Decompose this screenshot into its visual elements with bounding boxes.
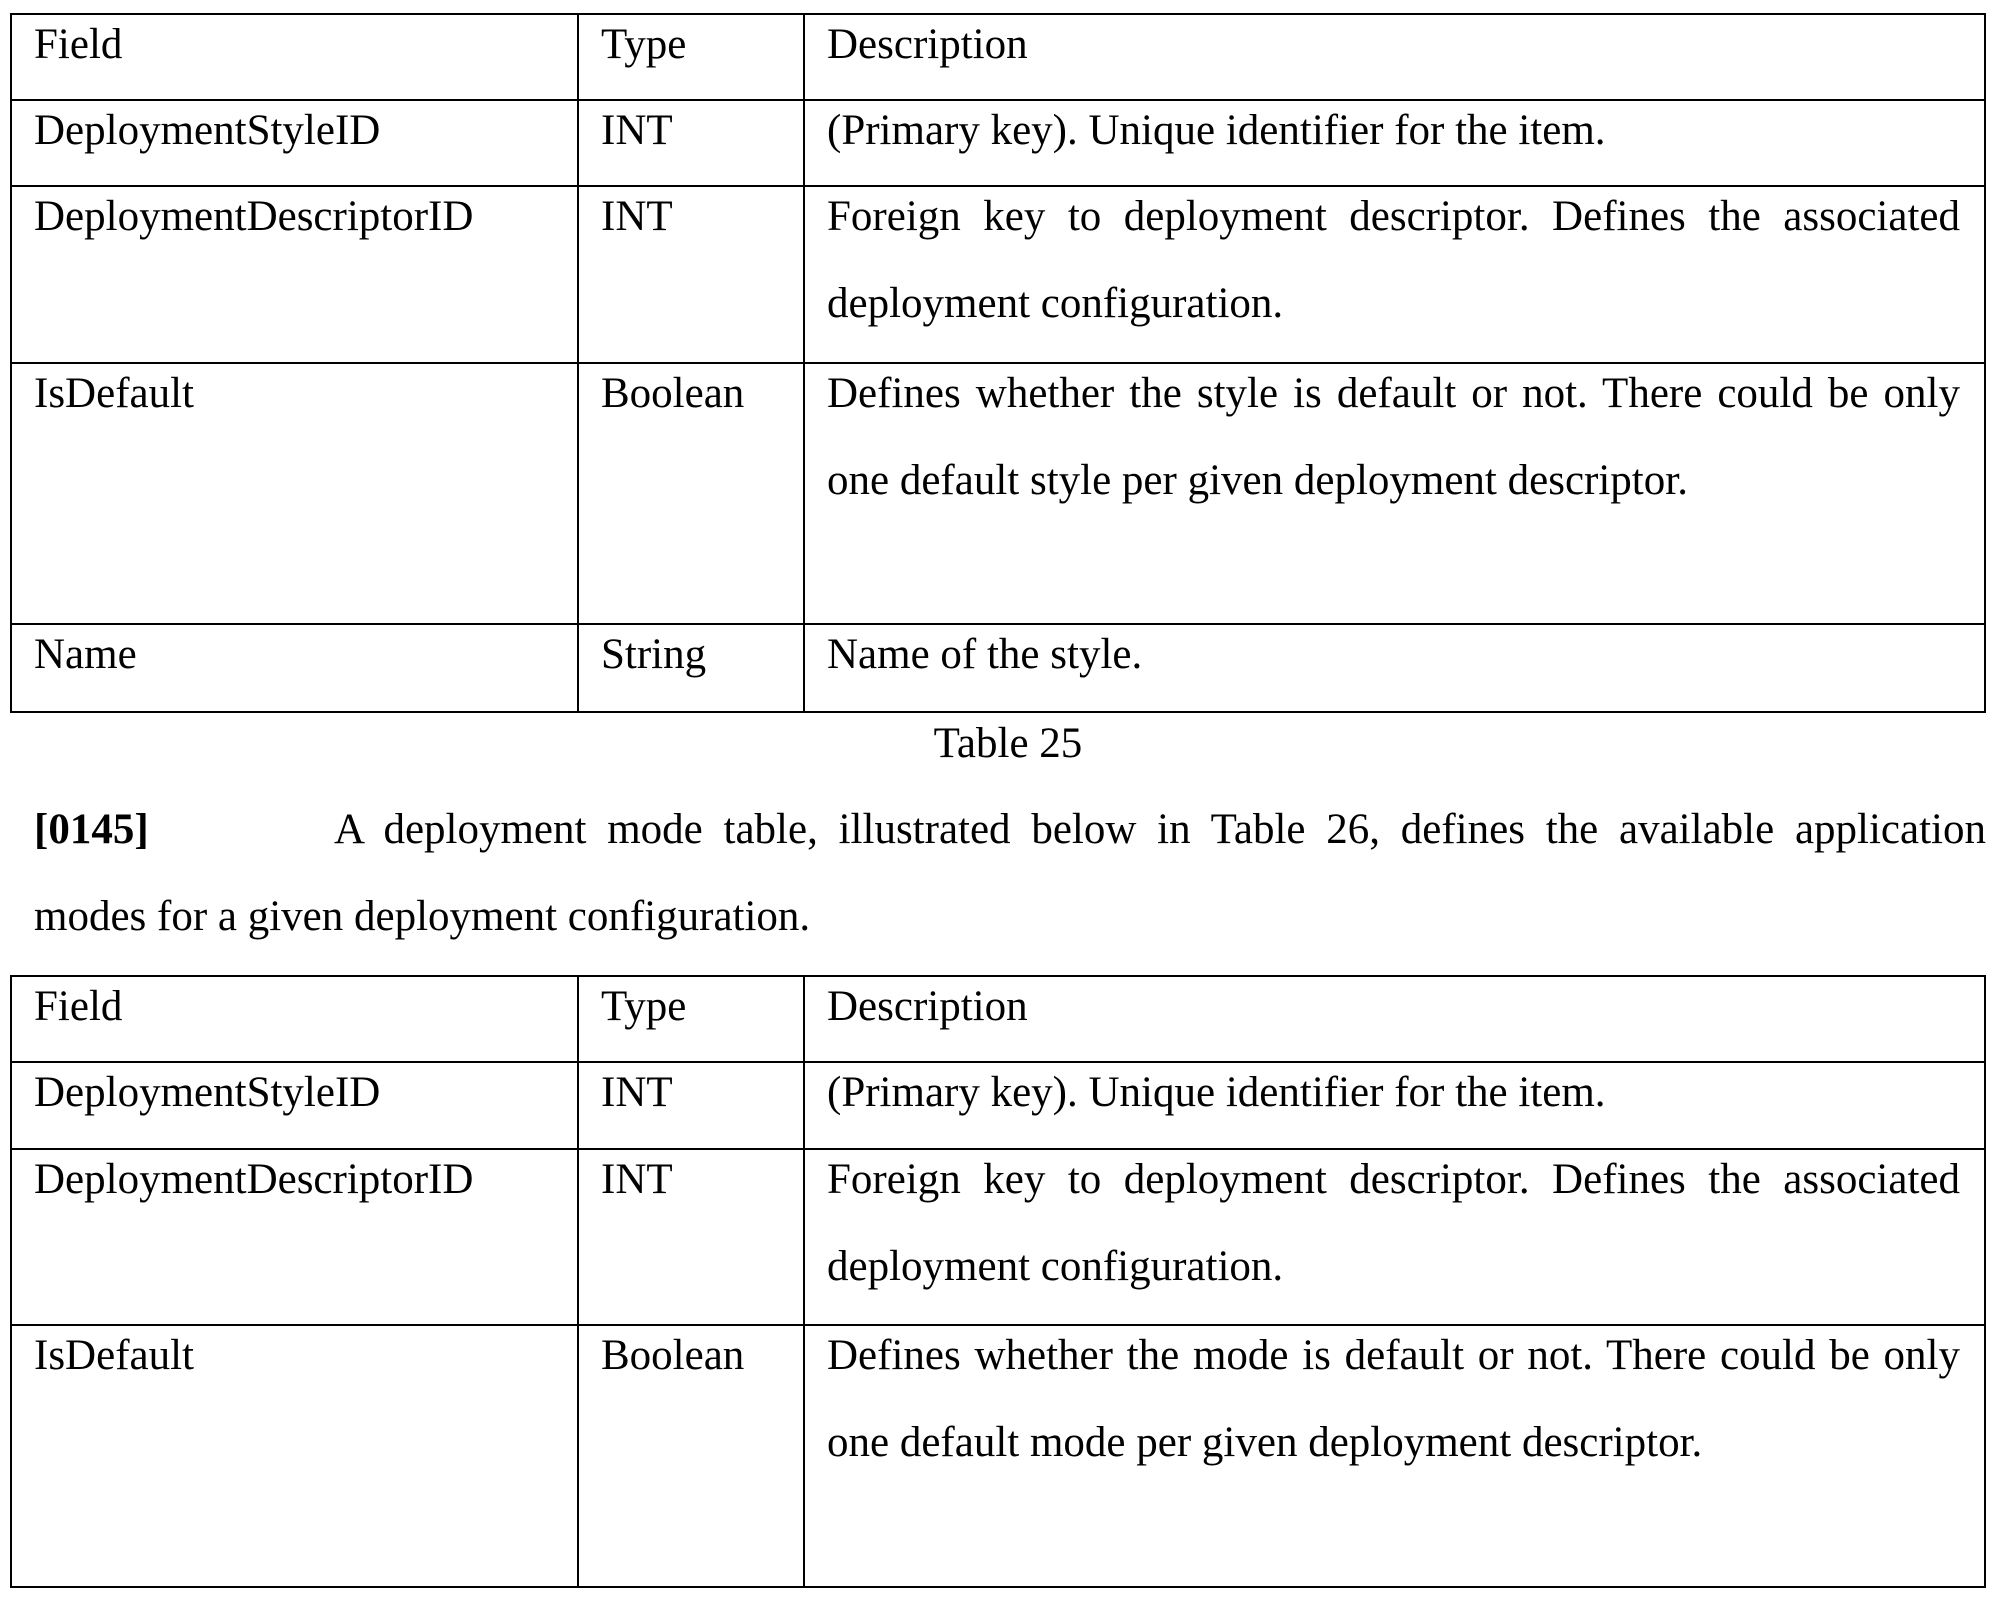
- header-description: Description: [827, 1, 1960, 88]
- table-row: [11, 624, 1985, 712]
- cell-type: INT: [601, 1049, 779, 1136]
- paragraph-text: A deployment mode table, illustrated below in Table 26, defines the available application modes for a given deployment configuration.: [34, 806, 1986, 940]
- table-row: [11, 186, 1985, 363]
- cell-description: (Primary key). Unique identifier for the item.: [827, 87, 1960, 174]
- cell-field: IsDefault: [34, 350, 553, 437]
- cell-field: DeploymentDescriptorID: [34, 173, 553, 260]
- cell-field: DeploymentDescriptorID: [34, 1136, 553, 1223]
- table-row: [11, 1149, 1985, 1325]
- cell-type: Boolean: [601, 350, 779, 437]
- paragraph: [34, 786, 1986, 960]
- header-type: Type: [601, 1, 779, 88]
- cell-description: Foreign key to deployment descriptor. Defines the associated deployment configuration.: [827, 173, 1960, 347]
- cell-type: INT: [601, 173, 779, 260]
- table-row: [11, 363, 1985, 624]
- cell-field: DeploymentStyleID: [34, 1049, 553, 1136]
- deployment-style-table: [10, 13, 1986, 713]
- deployment-mode-table: [10, 975, 1986, 1588]
- header-field: Field: [34, 1, 553, 88]
- cell-type: INT: [601, 87, 779, 174]
- cell-type: INT: [601, 1136, 779, 1223]
- cell-description: Name of the style.: [827, 611, 1960, 698]
- cell-description: Foreign key to deployment descriptor. Defines the associated deployment configuration.: [827, 1136, 1960, 1310]
- header-field: Field: [34, 963, 553, 1050]
- header-type: Type: [601, 963, 779, 1050]
- cell-description: Defines whether the style is default or not. There could be only one default style per given deployment descriptor.: [827, 350, 1960, 524]
- table-caption: Table 25: [0, 700, 1997, 787]
- cell-field: Name: [34, 611, 553, 698]
- paragraph-number: [0145]: [34, 786, 334, 873]
- cell-field: IsDefault: [34, 1312, 553, 1399]
- header-description: Description: [827, 963, 1960, 1050]
- cell-description: (Primary key). Unique identifier for the item.: [827, 1049, 1960, 1136]
- cell-type: Boolean: [601, 1312, 779, 1399]
- cell-description: Defines whether the mode is default or not. There could be only one default mode per given deployment descriptor.: [827, 1312, 1960, 1486]
- cell-field: DeploymentStyleID: [34, 87, 553, 174]
- cell-type: String: [601, 611, 779, 698]
- table-row: [11, 1325, 1985, 1587]
